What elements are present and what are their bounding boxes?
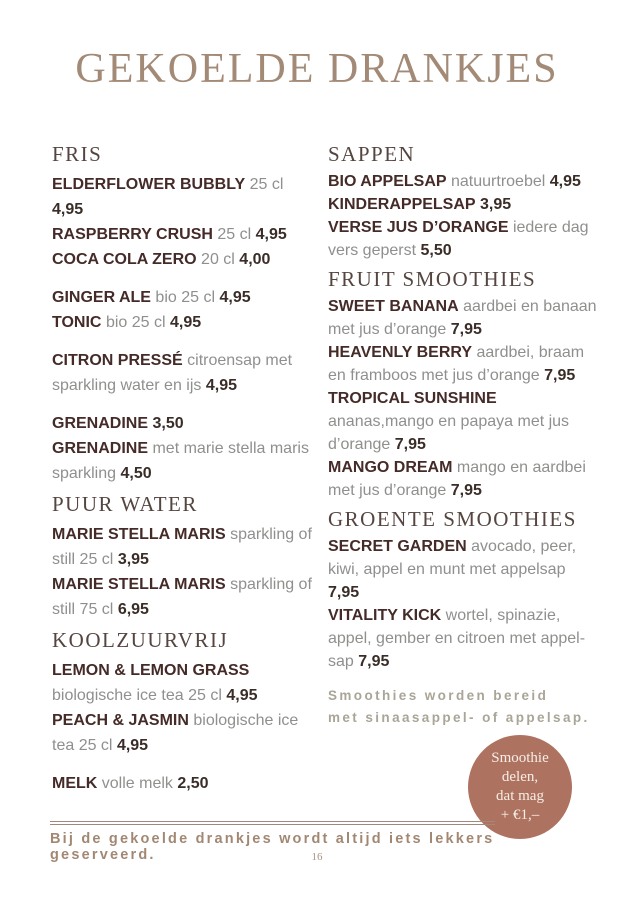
badge-text-line: dat mag [496,788,544,804]
badge-text-line: + €1,– [500,807,540,823]
item-group [52,285,312,335]
item-description: mango en aardbei met jus d’orange [328,459,586,499]
item-name: KINDERAPPELSAP [328,196,476,213]
menu-item [52,708,312,758]
item-group [328,535,600,673]
item-name: TROPICAL SUNSHINE [328,390,497,407]
menu-item [52,658,312,708]
item-price: 4,95 [549,173,581,190]
item-description: 25 cl [249,176,284,193]
item-price: 4,95 [219,289,251,306]
menu-item [52,522,312,572]
section-heading-sappen: SAPPEN [328,142,416,166]
item-group [52,172,312,272]
item-description: sparkling of still 75 cl [52,576,312,618]
item-description: bio 25 cl [105,314,166,331]
item-name: MARIE STELLA MARIS [52,526,226,543]
section-heading-fruit-smoothies: FRUIT SMOOTHIES [328,267,537,291]
menu-item [328,295,600,341]
item-name: MANGO DREAM [328,459,453,476]
item-group [328,170,600,262]
menu-item [328,604,600,673]
item-price: 5,50 [420,242,452,259]
item-price: 4,95 [226,687,258,704]
item-price: 2,50 [177,775,209,792]
item-description: aardbei, braam en framboos met jus d’orange [328,344,585,384]
item-group [52,522,312,622]
page-title: GEKOELDE DRANKJES [75,46,559,92]
item-description: biologische ice tea 25 cl [52,712,299,754]
page-number: 16 [311,851,323,863]
item-description: biologische ice tea 25 cl [52,687,222,704]
item-price: 4,95 [205,377,237,394]
item-name: GRENADINE [52,440,149,457]
section-heading-puur-water: PUUR WATER [52,492,198,516]
menu-item [52,285,312,310]
badge-text-line: delen, [501,769,539,785]
item-description: natuurtroebel [451,173,546,190]
menu-item [328,387,600,456]
badge-text-line: Smoothie [491,750,549,766]
item-price: 3,95 [117,551,149,568]
footer-note: Bij de gekoelde drankjes wordt altijd iets lekkers geserveerd. [50,831,495,863]
menu-item [52,572,312,622]
item-price: 4,00 [239,251,271,268]
section-heading-fris: FRIS [52,142,103,166]
item-price: 3,95 [480,196,512,213]
item-description: ananas,mango en papaya met jus d’orange [328,413,570,453]
item-group [328,295,600,502]
section-heading-koolzuurvrij: KOOLZUURVRIJ [52,628,229,652]
section-heading-groente-smoothies: GROENTE SMOOTHIES [328,507,577,531]
smoothie-note-line: Smoothies worden bereid [328,688,549,703]
menu-item [52,436,312,486]
item-name: CITRON PRESSÉ [52,352,183,369]
menu-item [328,456,600,502]
item-name: TONIC [52,314,102,331]
menu-columns [52,142,600,839]
item-price: 4,95 [116,737,149,754]
right-column [328,142,600,839]
menu-item [328,216,600,262]
item-name: SECRET GARDEN [328,538,467,555]
item-description: 25 cl [217,226,252,243]
item-price: 7,95 [450,321,482,338]
item-name: MARIE STELLA MARIS [52,576,226,593]
item-price: 7,95 [328,584,360,601]
menu-item [52,771,312,796]
item-name: HEAVENLY BERRY [328,344,473,361]
menu-item [52,348,312,398]
item-description: met marie stella maris sparkling [52,440,309,482]
item-name: SWEET BANANA [328,298,459,315]
item-name: RASPBERRY CRUSH [52,226,213,243]
item-price: 4,95 [169,314,202,331]
item-name: VERSE JUS D’ORANGE [328,219,509,236]
menu-item [52,222,312,247]
item-description: 20 cl [201,251,235,268]
item-name: GINGER ALE [52,289,151,306]
item-group [52,348,312,398]
item-name: MELK [52,775,98,792]
item-name: LEMON & LEMON GRASS [52,662,250,679]
menu-item [52,172,312,222]
item-name: BIO APPELSAP [328,173,447,190]
item-price: 4,95 [52,201,84,218]
item-price: 6,95 [117,601,149,618]
item-name: ELDERFLOWER BUBBLY [52,176,246,193]
item-description: volle melk [101,775,173,792]
item-description: sparkling of still 25 cl [52,526,312,568]
item-price: 7,95 [358,653,390,670]
item-price: 4,50 [120,465,152,482]
item-name: GRENADINE [52,415,149,432]
smoothie-note [328,685,600,729]
item-price: 3,50 [152,415,184,432]
item-price: 4,95 [255,226,287,243]
item-group [52,658,312,758]
item-description: citroensap met sparkling water en ijs [52,352,293,394]
menu-item [52,247,312,272]
item-description: avocado, peer, kiwi, appel en munt met appelsap [328,538,577,578]
menu-item [328,170,600,193]
menu-item [328,341,600,387]
item-name: COCA COLA ZERO [52,251,197,268]
smoothie-note-line: met sinaasappel- of appelsap. [328,710,590,725]
item-description: iedere dag vers geperst [328,219,589,259]
item-price: 7,95 [450,482,482,499]
item-name: PEACH & JASMIN [52,712,189,729]
item-name: VITALITY KICK [328,607,442,624]
menu-item [52,310,312,335]
footer-divider [50,821,495,825]
menu-item [52,411,312,436]
menu-item [328,535,600,604]
item-price: 7,95 [394,436,426,453]
item-group [52,771,312,796]
item-description: aardbei en banaan met jus d’orange [328,298,597,338]
item-price: 7,95 [544,367,576,384]
menu-item [328,193,600,216]
item-description: bio 25 cl [155,289,216,306]
item-group [52,411,312,486]
item-description: wortel, spinazie, appel, gember en citroen met appelsap [328,607,586,670]
left-column [52,142,312,839]
